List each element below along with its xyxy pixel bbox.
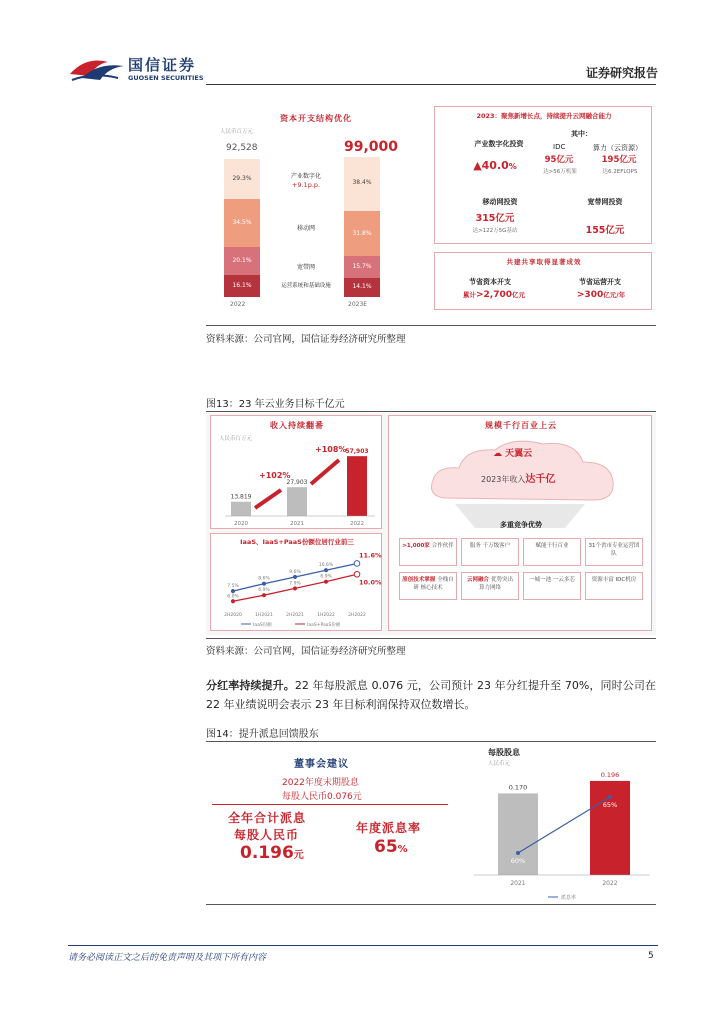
source-1: 资料来源：公司官网，国信证券经济研究所整理 bbox=[206, 334, 406, 345]
advantage-card bbox=[523, 572, 581, 600]
idc-value: 95亿元 bbox=[544, 155, 574, 165]
stack-2022 bbox=[224, 157, 260, 297]
brand-en: GUOSEN SECURITIES bbox=[128, 74, 204, 82]
advantage-card bbox=[461, 538, 519, 566]
payout-label: 65% bbox=[602, 801, 618, 809]
dividend-paragraph bbox=[206, 676, 656, 714]
cloud-box bbox=[388, 415, 652, 631]
payout-value: 65% bbox=[374, 837, 408, 857]
advantage-card bbox=[523, 538, 581, 566]
cobuild-box bbox=[434, 252, 652, 310]
advantage-text: 一城一池 一云多芯 bbox=[529, 577, 575, 583]
compute-value: 195亿元 bbox=[601, 155, 637, 165]
advantage-text: 全栈自研 核心技术 bbox=[413, 577, 454, 591]
share-point-s2 bbox=[354, 571, 360, 577]
of-which: 其中： bbox=[571, 130, 592, 138]
payout-point bbox=[516, 851, 520, 855]
dps-chart-unit: 人民币元 bbox=[488, 761, 511, 767]
seg-2022-mobile: 34.5% bbox=[224, 199, 260, 247]
cloud-brand: ☁ 天翼云 bbox=[493, 449, 533, 459]
mobile-label: 移动网投资 bbox=[482, 198, 518, 206]
year-2023: 2023E bbox=[348, 301, 368, 308]
focus-box bbox=[434, 106, 652, 244]
report-type: 证券研究报告 bbox=[585, 66, 658, 80]
compute-sub: 达6.2EFLOPS bbox=[602, 169, 638, 175]
capex-title: 资本开支结构优化 bbox=[280, 114, 352, 123]
seg-note-industrial: +9.1p.p. bbox=[291, 181, 321, 189]
idc-label: IDC bbox=[553, 143, 566, 151]
dps-chart bbox=[468, 765, 656, 903]
capex-unit: 人民币百万元 bbox=[220, 129, 254, 135]
share-x-label: 1H2022 bbox=[317, 613, 335, 618]
legend-label-1: IaaS份额 bbox=[253, 623, 272, 628]
share-end-label-2: 10.0% bbox=[359, 578, 382, 587]
share-point-label: 9.6% bbox=[289, 569, 301, 575]
revenue-bar-label: 57,903 bbox=[345, 448, 369, 456]
share-point-label: 8.6% bbox=[258, 576, 270, 582]
board-title: 董事会建议 bbox=[294, 759, 349, 770]
legend-label-2: IaaS+PaaS份额 bbox=[307, 623, 341, 628]
payout-label: 年度派息率 bbox=[356, 821, 422, 835]
fig12-bottom-rule bbox=[206, 325, 656, 326]
growth-arrow-2 bbox=[311, 460, 339, 484]
fig14-top-rule bbox=[206, 741, 656, 742]
advantage-card bbox=[461, 572, 519, 600]
capex-total-2022: 92,528 bbox=[226, 143, 258, 153]
revenue-chart bbox=[211, 438, 383, 530]
revenue-year-label: 2020 bbox=[234, 521, 248, 527]
seg-2022-broadband: 20.1% bbox=[224, 247, 260, 275]
capex-total-2023: 99,000 bbox=[344, 139, 399, 155]
advantage-card bbox=[585, 572, 643, 600]
share-title: IaaS、IaaS+PaaS份额位居行业前三 bbox=[240, 538, 354, 546]
dps-legend-label: 派息率 bbox=[561, 895, 577, 901]
revenue-bar bbox=[347, 456, 367, 516]
share-point-s2 bbox=[231, 600, 234, 603]
advantages-grid bbox=[399, 538, 645, 608]
advantage-text: 合作伙伴 bbox=[431, 543, 454, 549]
year-2022: 2022 bbox=[230, 301, 246, 308]
growth-label-2: +108% bbox=[315, 445, 347, 454]
save-capex-label: 节省资本开支 bbox=[469, 278, 511, 286]
share-x-label: 1H2021 bbox=[255, 613, 273, 618]
seg-2023-ops: 14.1% bbox=[344, 278, 380, 297]
broadband-value: 155亿元 bbox=[585, 225, 625, 236]
mobile-sub: 达>122万5G基站 bbox=[472, 228, 518, 234]
seg-2022-ops: 16.1% bbox=[224, 275, 260, 297]
share-x-label: 2H2020 bbox=[224, 613, 242, 618]
revenue-title: 收入持续翻番 bbox=[270, 421, 324, 430]
focus-title: 2023：聚焦新增长点，持续提升云网融合能力 bbox=[476, 112, 612, 120]
advantage-text: 优势突出 算力网络 bbox=[478, 577, 513, 591]
capex-structure-box bbox=[206, 105, 426, 313]
cloud-text: 2023年收入达千亿 bbox=[481, 474, 556, 485]
idc-sub: 达>56万机架 bbox=[543, 169, 577, 175]
broadband-label: 宽带网投资 bbox=[587, 198, 623, 206]
seg-name-industrial: 产业数字化 bbox=[290, 173, 321, 180]
advantages-title: 多重竞争优势 bbox=[500, 521, 542, 529]
board-divider bbox=[212, 804, 448, 805]
dps-chart-title: 每股股息 bbox=[488, 748, 520, 757]
share-point-s1 bbox=[354, 561, 360, 567]
revenue-bar-label: 13,819 bbox=[230, 493, 252, 501]
cloud-title: 规模千行百业上云 bbox=[485, 421, 557, 430]
stack-2023 bbox=[344, 157, 380, 297]
seg-name-mobile: 移动网 bbox=[296, 225, 315, 232]
fig13-caption: 图13：23 年云业务目标千亿元 bbox=[206, 399, 345, 410]
share-box bbox=[210, 533, 382, 631]
fig14-caption: 图14：提升派息回馈股东 bbox=[206, 729, 319, 740]
advantage-text: 服务 千万级客户 bbox=[469, 543, 511, 549]
share-point-label: 6.9% bbox=[258, 588, 270, 594]
fig13-panel bbox=[206, 413, 656, 635]
advantage-text: 资源丰富 IDC机房 bbox=[591, 577, 637, 583]
fig13-bottom-rule bbox=[206, 638, 656, 639]
advantage-highlight: 原创技术掌握 bbox=[402, 577, 438, 583]
full-year-value: 0.196元 bbox=[240, 843, 304, 863]
advantage-highlight: 云网融合 bbox=[467, 577, 491, 583]
revenue-box bbox=[210, 415, 382, 529]
seg-name-broadband: 宽带网 bbox=[296, 264, 315, 271]
advantage-highlight: >1,000家 bbox=[402, 543, 432, 549]
share-end-label-1: 11.6% bbox=[359, 551, 382, 560]
growth-label-1: +102% bbox=[259, 471, 291, 480]
share-point-s2 bbox=[293, 587, 296, 590]
dps-bar-label: 0.196 bbox=[600, 770, 620, 779]
fig12-panel bbox=[206, 100, 656, 318]
share-point-s2 bbox=[262, 594, 265, 597]
share-point-s1 bbox=[324, 569, 327, 572]
revenue-bar-label: 27,903 bbox=[286, 479, 308, 487]
advantage-card bbox=[399, 538, 457, 566]
full-year-label2: 每股人民币 bbox=[234, 828, 300, 842]
share-x-label: 2H2021 bbox=[286, 613, 304, 618]
share-point-label: 8.9% bbox=[320, 574, 332, 580]
revenue-unit: 人民币百万元 bbox=[219, 436, 253, 442]
payout-point bbox=[608, 795, 612, 799]
save-capex-value: 累计>2,700亿元 bbox=[462, 290, 525, 300]
dps-year-label: 2022 bbox=[602, 880, 618, 887]
share-x-label: 2H2022 bbox=[348, 613, 366, 618]
seg-2023-mobile: 31.8% bbox=[344, 211, 380, 256]
share-point-s1 bbox=[262, 582, 265, 585]
payout-label: 60% bbox=[510, 857, 526, 865]
revenue-bar bbox=[287, 487, 307, 516]
advantage-text: 31个省市专业运营团队 bbox=[588, 543, 640, 557]
revenue-year-label: 2022 bbox=[350, 521, 364, 527]
share-point-s1 bbox=[293, 575, 296, 578]
share-point-s1 bbox=[231, 590, 234, 593]
advantage-card bbox=[399, 572, 457, 600]
board-line2: 每股人民币0.076元 bbox=[282, 792, 362, 802]
seg-2023-broadband: 15.7% bbox=[344, 256, 380, 278]
footer-rule bbox=[68, 945, 658, 946]
save-opex-value: >300亿元/年 bbox=[576, 290, 626, 300]
seg-name-ops: 运营系统和基础设施 bbox=[281, 283, 331, 289]
header bbox=[68, 50, 658, 85]
revenue-bar bbox=[231, 502, 251, 516]
dps-bar-label: 0.170 bbox=[508, 783, 528, 792]
dps-year-label: 2021 bbox=[510, 880, 526, 887]
share-point-s2 bbox=[324, 580, 327, 583]
industrial-value: ▲40.0% bbox=[473, 159, 517, 172]
save-opex-label: 节省运营开支 bbox=[579, 278, 621, 286]
board-line1: 2022年度末期股息 bbox=[282, 778, 359, 788]
share-point-label: 7.9% bbox=[289, 581, 301, 587]
mobile-value: 315亿元 bbox=[475, 213, 515, 224]
share-point-label: 7.5% bbox=[227, 584, 239, 590]
brand-cn: 国信证券 bbox=[128, 56, 197, 74]
growth-arrow-1 bbox=[255, 490, 281, 508]
compute-label: 算力（云资源） bbox=[593, 144, 642, 152]
industrial-label: 产业数字化投资 bbox=[474, 140, 524, 148]
seg-2022-industrial: 29.3% bbox=[224, 159, 260, 199]
full-year-label: 全年合计派息 bbox=[228, 811, 307, 825]
share-point-label: 10.6% bbox=[318, 563, 334, 569]
advantage-card bbox=[585, 538, 643, 566]
share-point-label: 6.0% bbox=[227, 594, 239, 600]
fig13-top-rule bbox=[206, 411, 656, 412]
fig14-panel bbox=[206, 745, 656, 905]
share-chart bbox=[211, 546, 383, 632]
source-2: 资料来源：公司官网，国信证券经济研究所整理 bbox=[206, 646, 406, 657]
revenue-year-label: 2021 bbox=[290, 521, 304, 527]
header-rule bbox=[206, 84, 656, 85]
advantage-text: 赋能千行百业 bbox=[535, 543, 569, 549]
paragraph-lead: 分红率持续提升。 bbox=[206, 679, 295, 692]
paragraph-text: 22 年每股派息 0.076 元，公司预计 23 年分红提升至 70%，同时公司在 22 年业绩说明会表示 23 年目标利润保持双位数增长。 bbox=[206, 679, 656, 711]
page-number: 5 bbox=[648, 951, 654, 961]
fig14-bottom-rule bbox=[206, 904, 656, 905]
seg-2023-industrial: 38.4% bbox=[344, 157, 380, 211]
cobuild-title: 共建共享取得显著成效 bbox=[506, 258, 582, 266]
footer-disclaimer: 请务必阅读正文之后的免责声明及其项下所有内容 bbox=[68, 953, 267, 963]
guosen-logo-icon bbox=[68, 52, 128, 82]
